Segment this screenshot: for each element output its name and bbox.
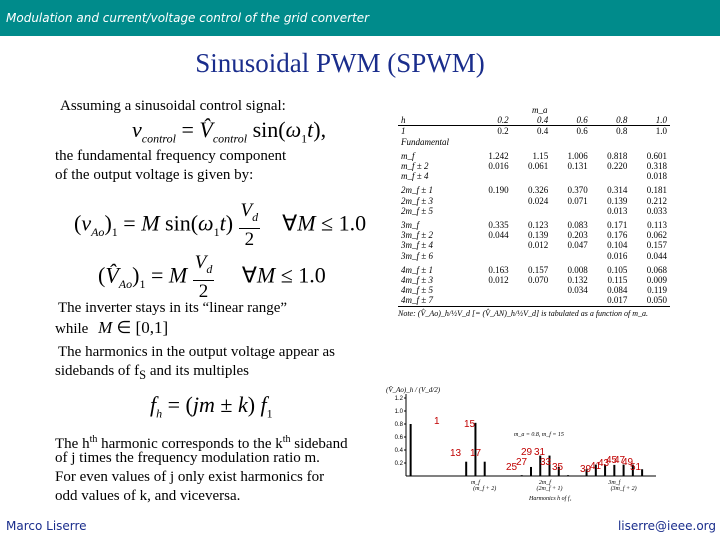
table-row-label: 4m_f ± 5 <box>401 285 433 296</box>
table-cell: 0.013 <box>607 205 628 216</box>
table-row-label: 3m_f <box>401 220 419 231</box>
y-tick-label: 0.2 <box>394 461 403 467</box>
y-axis-label: (V̂_Ao)_h / (V_d/2) <box>386 386 441 394</box>
table-cell <box>591 171 631 181</box>
y-tick-label: 1.2 <box>394 396 403 402</box>
harmonic-label: 45 <box>606 455 618 466</box>
y-tick-label: 1.0 <box>394 409 403 415</box>
table-row <box>398 206 670 216</box>
harmonic-label: 25 <box>506 462 518 473</box>
x-axis-label: (3m_f + 2) <box>610 486 637 492</box>
harmonic-label: 39 <box>580 464 592 475</box>
table-row <box>398 185 670 195</box>
table-ma-value: 0.2 <box>497 115 509 126</box>
y-tick-label: 0.6 <box>394 435 403 441</box>
table-h-header: h <box>401 115 406 126</box>
table-cell: 0.016 <box>607 250 628 261</box>
table-row <box>398 161 670 171</box>
table-cell <box>512 171 552 181</box>
table-cell: 0.171 <box>607 220 628 231</box>
table-cell <box>512 295 552 306</box>
table-cell: 0.113 <box>647 220 667 231</box>
table-row-label: m_f ± 4 <box>401 171 429 182</box>
paragraph-even-j: For even values of j only exist harmonics for <box>55 469 325 485</box>
table-cell: 0.157 <box>527 264 549 275</box>
table-row <box>398 295 670 306</box>
x-axis-label: m_f <box>470 480 480 486</box>
table-cell: 0.139 <box>527 230 549 241</box>
table-cell <box>472 251 512 261</box>
table-cell: 0.105 <box>607 264 628 275</box>
table-row-label: 2m_f ± 1 <box>401 185 433 196</box>
table-cell: 0.012 <box>488 275 509 286</box>
equation-m-range: M ∈ [0,1] <box>98 318 169 337</box>
table-cell <box>472 206 512 216</box>
harmonic-label: 35 <box>552 462 564 473</box>
paragraph-j-times: of j times the frequency modulation ratio m. <box>55 450 320 466</box>
paragraph-harmonics-1: The harmonics in the output voltage appear as <box>58 344 335 360</box>
table-fundamental-label: Fundamental <box>401 136 449 147</box>
table-cell: 0.017 <box>591 295 631 306</box>
while-label: while <box>55 321 89 337</box>
table-cell: 0.318 <box>646 161 667 172</box>
table-row-label: 3m_f ± 2 <box>401 230 433 241</box>
table-cell: 0.4 <box>512 126 552 137</box>
table-cell: 0.033 <box>646 205 667 216</box>
table-cell <box>472 285 512 295</box>
table-row-label: 3m_f ± 4 <box>401 240 433 251</box>
y-tick-label: 0.8 <box>394 422 403 428</box>
author-email: liserre@ieee.org <box>617 519 716 533</box>
table-row <box>398 251 670 261</box>
table-cell: 0.047 <box>567 240 588 251</box>
table-cell: 0.131 <box>567 161 588 172</box>
table-cell: 0.818 <box>607 150 628 161</box>
table-cell: 0.018 <box>646 171 667 182</box>
table-row-label: 2m_f ± 5 <box>401 205 433 216</box>
table-cell: 0.062 <box>646 230 667 241</box>
table-cell: 1.006 <box>567 150 588 161</box>
paragraph-sinusoidal-control: Assuming a sinusoidal control signal: <box>60 98 286 114</box>
x-axis-title: Harmonics h of f₁ <box>529 496 572 502</box>
x-axis-label: 2m_f <box>538 480 551 486</box>
table-cell: 0.044 <box>488 230 509 241</box>
table-cell: 0.061 <box>527 161 549 172</box>
x-axis-label: (m_f + 2) <box>473 486 497 492</box>
table-cell: 0.068 <box>646 264 667 275</box>
table-row-label: 3m_f ± 6 <box>401 250 433 261</box>
table-row-label: 4m_f ± 3 <box>401 275 433 286</box>
harmonic-label: 51 <box>630 462 642 473</box>
equation-fundamental-voltage: $(v_{Ao})_1 = M$ $\sin(\omega_1t)$ $\frac{V_d}{2}$ ∀M ≤ 1.0 <box>74 200 367 250</box>
harmonics-table-grid <box>398 105 670 307</box>
fs-subscript: S <box>139 368 147 382</box>
table-cell: 0.132 <box>567 275 588 286</box>
equation-harmonic-frequency: $f_h = (jm \pm k)$ $f_1$ <box>150 392 273 421</box>
table-row <box>398 265 670 275</box>
table-cell: 0.8 <box>591 126 631 137</box>
multiples-text: and its multiples <box>146 363 250 379</box>
table-ma-value: 0.4 <box>536 115 549 126</box>
table-cell: 1.15 <box>532 150 549 161</box>
table-ma-value: 0.6 <box>576 115 588 126</box>
header-title: Modulation and current/voltage control of the grid converter <box>6 11 370 25</box>
header-bar <box>0 0 720 36</box>
table-cell <box>472 240 512 250</box>
paragraph-odd-k: odd values of k, and viceversa. <box>55 488 241 504</box>
table-cell: 0.071 <box>567 195 588 206</box>
table-cell <box>551 295 591 306</box>
paragraph-harmonics-2 <box>55 362 249 385</box>
hth-text-c: sideband <box>290 436 348 452</box>
table-ma-row <box>398 115 670 126</box>
chart-annotation: m_a = 0.8, m_f = 15 <box>514 432 564 438</box>
table-cell: 0.326 <box>527 185 549 196</box>
table-cell: 0.009 <box>646 275 667 286</box>
table-cell: 0.6 <box>551 126 591 137</box>
hth-text-a: The h <box>55 436 90 452</box>
table-cell <box>512 206 552 216</box>
table-corner-cell <box>398 105 472 115</box>
table-cell: 0.034 <box>567 285 588 296</box>
table-cell: 1 <box>398 126 472 137</box>
table-cell: 0.370 <box>567 185 588 196</box>
table-cell: 0.314 <box>607 185 628 196</box>
table-cell: 0.2 <box>472 126 512 137</box>
author-name: Marco Liserre <box>6 519 87 533</box>
harmonic-label: 13 <box>450 448 462 459</box>
table-cell <box>512 251 552 261</box>
table-cell: 0.190 <box>488 185 509 196</box>
table-cell: 0.016 <box>488 161 509 172</box>
table-cell <box>472 295 512 306</box>
harmonic-label: 33 <box>540 457 552 468</box>
table-cell: 0.157 <box>646 240 667 251</box>
table-cell: 0.176 <box>607 230 628 241</box>
hth-sup: th <box>89 434 98 445</box>
table-row-label: m_f ± 2 <box>401 161 429 172</box>
x-axis-label: (2m_f + 1) <box>536 486 563 492</box>
harmonic-label: 49 <box>622 457 634 468</box>
table-fundamental-label-row <box>398 137 670 147</box>
table-cell: 0.123 <box>527 220 549 231</box>
paragraph-linear-range-2 <box>55 318 168 339</box>
paragraph-linear-range-1: The inverter stays in its “linear range” <box>58 300 288 316</box>
table-cell: 0.104 <box>607 240 628 251</box>
sidebands-text: sidebands of f <box>55 363 140 379</box>
harmonic-label: 31 <box>534 447 546 458</box>
x-axis-label: 3m_f <box>608 480 621 486</box>
table-cell: 0.139 <box>607 195 628 206</box>
harmonic-label: 43 <box>598 458 610 469</box>
table-row-label: m_f <box>401 150 415 161</box>
table-cell: 0.084 <box>607 285 628 296</box>
table-cell <box>551 171 591 181</box>
table-note: Note: (V̂_Ao)_h/½V_d [= (V̂_AN)_h/½V_d] is tabulated as a function of m_a. <box>398 308 649 318</box>
table-cell <box>551 251 591 261</box>
table-cell: 0.181 <box>646 185 667 196</box>
table-row-label: 2m_f ± 3 <box>401 195 433 206</box>
table-row <box>398 240 670 250</box>
table-row <box>398 220 670 230</box>
table-cell <box>472 196 512 206</box>
harmonic-label: 41 <box>590 461 602 472</box>
harmonic-label: 29 <box>521 447 533 458</box>
table-row <box>398 171 670 181</box>
hth-text-b: harmonic corresponds to the k <box>97 436 283 452</box>
table-ma-value: 1.0 <box>655 115 667 126</box>
harmonic-label: 17 <box>470 448 482 459</box>
table-cell: 0.220 <box>607 161 628 172</box>
table-cell: 0.212 <box>646 195 667 206</box>
table-cell: 0.044 <box>646 250 667 261</box>
kth-sup: th <box>282 434 291 445</box>
table-cell: 1.242 <box>488 150 509 161</box>
harmonic-spectrum-chart <box>384 384 664 510</box>
table-cell: 0.601 <box>646 150 667 161</box>
harmonics-table <box>398 105 670 318</box>
table-row <box>398 230 670 240</box>
table-cell <box>551 206 591 216</box>
harmonic-label: 27 <box>516 457 528 468</box>
table-cell: 0.083 <box>567 220 588 231</box>
table-cell: 0.203 <box>567 230 588 241</box>
table-cell: 0.163 <box>488 264 509 275</box>
table-fundamental-row <box>398 126 670 137</box>
table-ma-header: m_a <box>532 105 548 115</box>
table-cell <box>472 171 512 181</box>
table-cell: 0.012 <box>527 240 549 251</box>
equation-fundamental-amplitude: $(V̂_{Ao})_1 = M$ $\frac{V_d}{2}$ ∀M ≤ 1.0 <box>98 252 326 302</box>
slide-title: Sinusoidal PWM (SPWM) <box>195 48 485 78</box>
equation-control-signal: $v_{control}$ = $V̂_{control}$ $\sin(\omega_1t)$, <box>132 117 327 146</box>
harmonic-label: 47 <box>614 455 626 466</box>
table-cell: 0.050 <box>630 295 670 306</box>
table-row-label: 4m_f ± 1 <box>401 264 433 275</box>
y-tick-label: 0.4 <box>394 448 403 454</box>
table-ma-value: 0.8 <box>616 115 628 126</box>
table-row <box>398 275 670 285</box>
table-cell: 0.335 <box>488 220 509 231</box>
table-cell: 0.070 <box>527 275 549 286</box>
table-cell <box>512 285 552 295</box>
table-cell: 0.115 <box>607 275 628 286</box>
table-row <box>398 196 670 206</box>
table-row <box>398 285 670 295</box>
table-header-row <box>398 105 670 115</box>
table-cell: 0.008 <box>567 264 588 275</box>
paragraph-fundamental-1: the fundamental frequency component <box>55 148 287 164</box>
harmonic-label: 1 <box>434 416 440 427</box>
table-cell: 1.0 <box>630 126 670 137</box>
table-cell: 0.024 <box>527 195 549 206</box>
table-row <box>398 151 670 161</box>
table-cell: 0.119 <box>647 285 667 296</box>
harmonic-label: 15 <box>464 419 476 430</box>
table-row-label: 4m_f ± 7 <box>398 295 472 306</box>
paragraph-fundamental-2: of the output voltage is given by: <box>55 167 254 183</box>
